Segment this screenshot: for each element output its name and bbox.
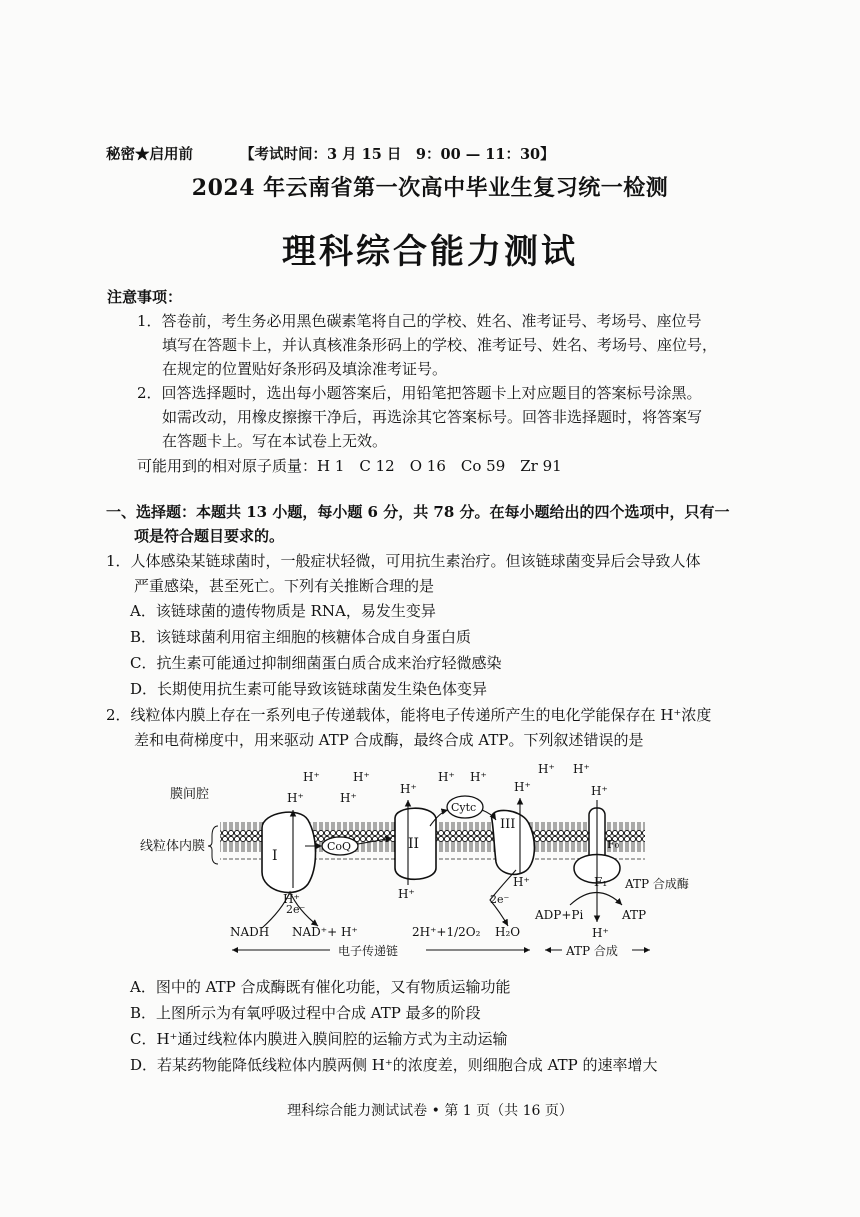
hplus-label: H⁺ xyxy=(591,784,608,798)
hplus-label: H⁺ xyxy=(398,887,415,901)
hplus-label: H⁺ xyxy=(513,875,530,889)
nad-label: NAD⁺+ H⁺ xyxy=(292,925,358,939)
chain-label: 电子传递链 xyxy=(338,944,399,958)
intermembrane-space-label: 膜间腔 xyxy=(170,787,210,802)
hplus-label: H⁺ xyxy=(400,782,417,796)
nadh-label: NADH xyxy=(230,925,270,939)
notice-line: 填写在答题卡上，并认真核准条形码上的学校、准考证号、姓名、考场号、座位号， xyxy=(162,336,718,354)
notice-line: 1．答卷前，考生务必用黑色碳素笔将自己的学校、姓名、准考证号、考场号、座位号 xyxy=(137,312,702,330)
q1-option-a: A．该链球菌的遗传物质是 RNA，易发生变异 xyxy=(130,602,436,620)
hplus-label: H⁺ xyxy=(592,926,609,940)
q2-option-d: D．若某药物能降低线粒体内膜两侧 H⁺的浓度差，则细胞合成 ATP 的速率增大 xyxy=(130,1056,658,1074)
hplus-label: H⁺ xyxy=(573,762,590,776)
hplus-label: H⁺ xyxy=(287,791,304,805)
q1-option-b: B．该链球菌利用宿主细胞的核糖体合成自身蛋白质 xyxy=(130,628,472,646)
exam-subtitle: 2024 年云南省第一次高中毕业生复习统一检测 xyxy=(191,175,669,201)
hplus-label: H⁺ xyxy=(438,770,455,784)
q2-stem: 2．线粒体内膜上存在一系列电子传递载体，能将电子传递所产生的电化学能保存在 H⁺浓度 xyxy=(106,706,712,724)
q2-option-b: B．上图所示为有氧呼吸过程中合成 ATP 最多的阶段 xyxy=(130,1004,481,1022)
complex-ii-label: II xyxy=(408,836,420,852)
hplus-label: H⁺ xyxy=(538,762,555,776)
inner-membrane-label: 线粒体内膜 xyxy=(140,839,206,854)
atp-label: ATP xyxy=(622,908,647,922)
exam-title: 理科综合能力测试 xyxy=(282,232,578,272)
water-label: H₂O xyxy=(495,925,521,939)
q1-stem: 1．人体感染某链球菌时，一般症状轻微，可用抗生素治疗。但该链球菌变异后会导致人体 xyxy=(106,552,701,570)
complex-i-shape xyxy=(262,812,316,892)
oxygen-label: 2H⁺+1/2O₂ xyxy=(412,925,481,939)
atomic-mass-line: 可能用到的相对原子质量：H 1 C 12 O 16 Co 59 Zr 91 xyxy=(137,457,562,475)
hplus-label: H⁺ xyxy=(353,770,370,784)
q1-option-d: D．长期使用抗生素可能导致该链球菌发生染色体变异 xyxy=(130,680,488,698)
q1-stem-cont: 严重感染，甚至死亡。下列有关推断合理的是 xyxy=(134,577,435,595)
hplus-label: H⁺ xyxy=(303,770,320,784)
notice-line: 在答题卡上。写在本试卷上无效。 xyxy=(162,432,388,450)
hplus-label: H⁺ xyxy=(470,770,487,784)
q2-stem-cont: 差和电荷梯度中，用来驱动 ATP 合成酶，最终合成 ATP。下列叙述错误的是 xyxy=(134,731,644,749)
cytc-label: Cytc xyxy=(451,801,477,814)
exam-time: 【考试时间：3 月 15 日 9：00 — 11：30】 xyxy=(240,146,555,163)
hplus-label: H⁺ xyxy=(283,892,300,906)
adp-label: ADP+Pi xyxy=(535,908,584,922)
membrane-brace xyxy=(208,826,218,864)
electron-transport-diagram xyxy=(0,750,860,965)
section-heading-cont: 项是符合题目要求的。 xyxy=(134,527,285,545)
complex-i-label: I xyxy=(272,848,278,864)
two-e-right: 2e⁻ xyxy=(490,893,510,906)
complex-iii-label: III xyxy=(500,817,516,832)
notice-heading: 注意事项： xyxy=(107,288,183,306)
f0-label: F₀ xyxy=(607,838,620,851)
secret-label: 秘密★启用前 xyxy=(106,146,193,163)
hplus-label: H⁺ xyxy=(340,791,357,805)
section-heading: 一、选择题：本题共 13 小题，每小题 6 分，共 78 分。在每小题给出的四个选项中，只有一 xyxy=(106,503,730,521)
f1-label: F₁ xyxy=(594,875,608,889)
q1-option-c: C．抗生素可能通过抑制细菌蛋白质合成来治疗轻微感染 xyxy=(130,654,502,672)
notice-line: 如需改动，用橡皮擦擦干净后，再选涂其它答案标号。回答非选择题时，将答案写 xyxy=(162,408,703,426)
hplus-label: H⁺ xyxy=(514,780,531,794)
page-footer: 理科综合能力测试试卷 • 第 1 页（共 16 页） xyxy=(287,1103,573,1119)
coq-label: CoQ xyxy=(327,840,352,853)
two-e-left: 2e⁻ xyxy=(286,903,306,916)
atp-synthase-label: ATP 合成酶 xyxy=(625,877,689,891)
q2-option-c: C．H⁺通过线粒体内膜进入膜间腔的运输方式为主动运输 xyxy=(130,1030,508,1048)
q2-option-a: A．图中的 ATP 合成酶既有催化功能，又有物质运输功能 xyxy=(130,978,511,996)
notice-line: 在规定的位置贴好条形码及填涂准考证号。 xyxy=(162,360,448,378)
notice-line: 2．回答选择题时，选出每小题答案后，用铅笔把答题卡上对应题目的答案标号涂黑。 xyxy=(137,384,702,402)
synthesis-label: ATP 合成 xyxy=(566,944,618,958)
